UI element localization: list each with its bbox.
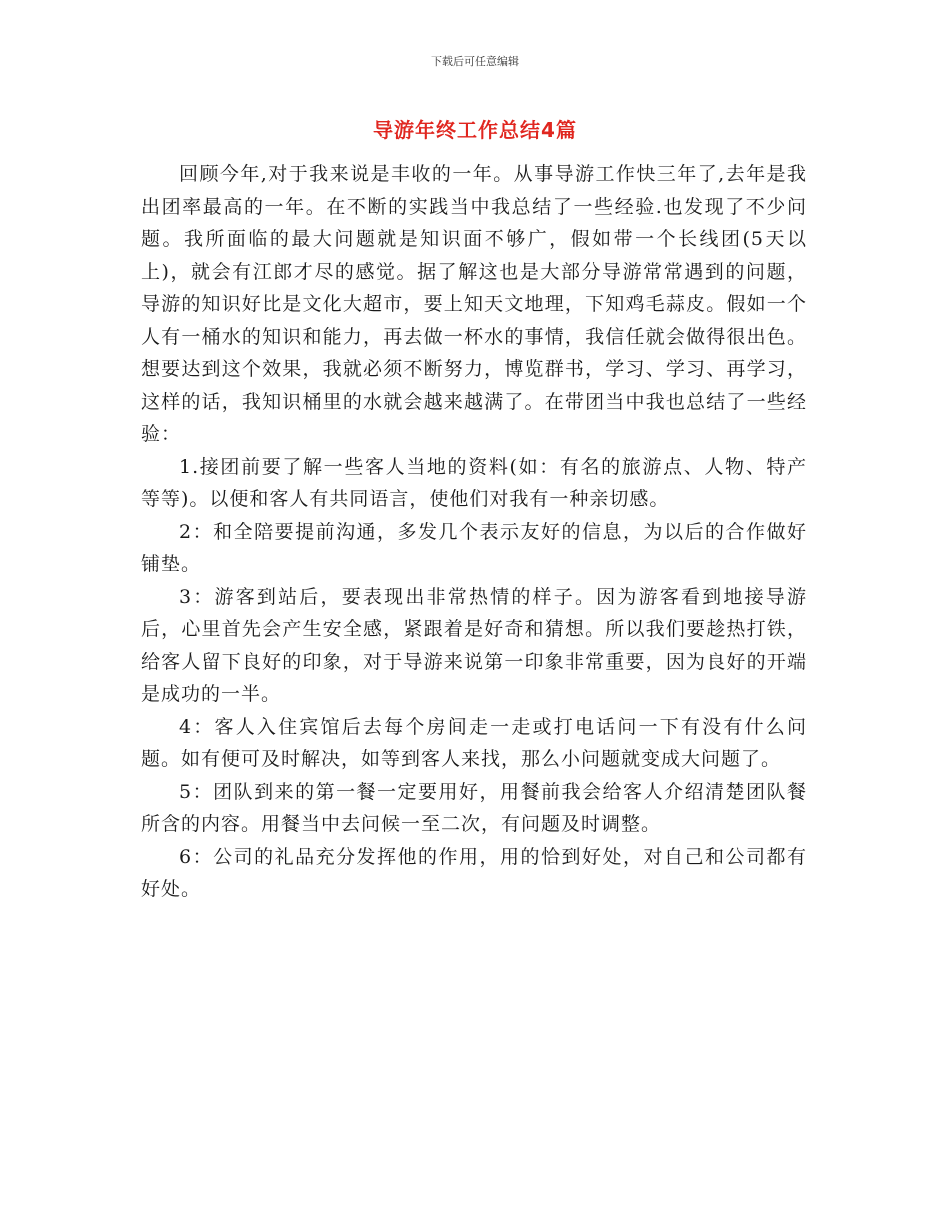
document-body xyxy=(141,158,807,906)
paragraph-item-5: 5：团队到来的第一餐一定要用好，用餐前我会给客人介绍清楚团队餐所含的内容。用餐当中去问候一至二次，有问题及时调整。 xyxy=(141,780,807,835)
paragraph-item-6: 6：公司的礼品充分发挥他的作用，用的恰到好处，对自己和公司都有好处。 xyxy=(141,845,807,900)
paragraph-intro: 回顾今年,对于我来说是丰收的一年。从事导游工作快三年了,去年是我出团率最高的一年。在不断的实践当中我总结了一些经验.也发现了不少问题。我所面临的最大问题就是知识面不够广，假如带一个长线团(5天以上)，就会有江郎才尽的感觉。据了解这也是大部分导游常常遇到的问题，导游的知识好比是文化大超市，要上知天文地理，下知鸡毛蒜皮。假如一个人有一桶水的知识和能力，再去做一杯水的事情，我信任就会做得很出色。想要达到这个效果，我就必须不断努力，博览群书，学习、学习、再学习，这样的话，我知识桶里的水就会越来越满了。在带团当中我也总结了一些经验： xyxy=(141,163,807,445)
paragraph-item-3: 3：游客到站后，要表现出非常热情的样子。因为游客看到地接导游后，心里首先会产生安全感，紧跟着是好奇和猜想。所以我们要趁热打铁，给客人留下良好的印象，对于导游来说第一印象非常重要，因为良好的开端是成功的一半。 xyxy=(141,585,807,705)
header-note: 下载后可任意编辑 xyxy=(431,55,519,68)
paragraph-item-2: 2：和全陪要提前沟通，多发几个表示友好的信息，为以后的合作做好铺垫。 xyxy=(141,520,807,575)
paragraph-item-4: 4：客人入住宾馆后去每个房间走一走或打电话问一下有没有什么问题。如有便可及时解决，如等到客人来找，那么小问题就变成大问题了。 xyxy=(141,715,807,770)
document-title: 导游年终工作总结4篇 xyxy=(373,118,577,142)
paragraph-item-1: 1.接团前要了解一些客人当地的资料(如：有名的旅游点、人物、特产等等)。以便和客人有共同语言，使他们对我有一种亲切感。 xyxy=(141,455,807,510)
